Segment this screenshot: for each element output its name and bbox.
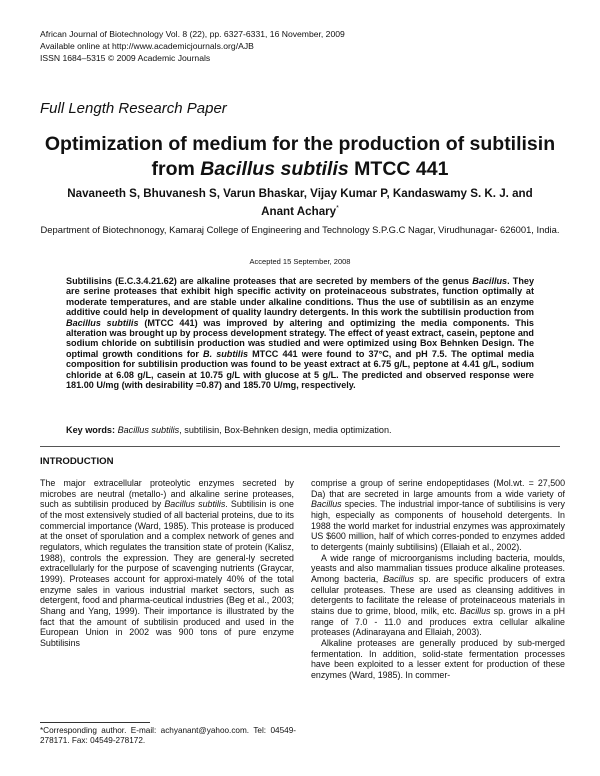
paragraph-text: species. The industrial impor-tance of subtilisins is very high, especially as components of household detergents. In 1988 the world market for industrial enzymes was approximately US $600 million, half of which corres-ponded to enzymes added to detergents (mainly subtilisins) (Ellaiah et al., 2002). — [311, 499, 565, 552]
paper-type: Full Length Research Paper — [40, 100, 227, 117]
abstract-text: (MTCC 441) was improved by altering and optimizing the media components. This alteration was brought up by process development strategy. The effect of yeast extract, casein, peptone and sodium chloride on subtilisin production was studied and were optimized using Box Behnken Design. The optimal growth conditions for — [66, 317, 534, 359]
paragraph-text: . Subtilisin is one of the most extensively studied of all bacterial proteins, due to its commercial importance (Ward, 1985). This protease is produced at the onset of sporulation and a complex network of genes and regulators, which regulates the transition state of protein (Kalisz, 1988), controls the expression. They are general-ly secreted extracellularly for the purpose of scavenging nutrients (Graycar, 1999). Proteases account for approxi-mately 40% of the total enzyme sales in various industrial market sectors, such as detergent, food and pharma-ceutical industries (Beg et al., 2003; Shang and Yang, 1999). Their importance is illustrated by the fact that the amount of subtilisin produced and used in the European Union in 2002 was 900 tons of pure enzyme Subtilisins — [40, 499, 294, 648]
abstract-text: MTCC 441 were found to 37°C, and pH 7.5. The optimal media composition for subtilisin production was found to be yeast extract at 6.75 g/L, peptone at 4.41 g/L, sodium chloride at 6.08 g/L, casein at 10.75 g/L with glucose at 5 g/L. The predicted and observed response were 181.00 U/mg (with desirability =0.87) and 185.70 U/mg, respectively. — [66, 348, 534, 391]
footnote-divider — [40, 722, 150, 723]
paragraph: Alkaline proteases are generally produced by sub-merged fermentation. In addition, solid-state fermentation processes have been exploited to a lesser extent for production of these enzymes (Ward, 1985). In commer- — [311, 637, 565, 680]
journal-header — [40, 28, 345, 64]
paragraph — [311, 478, 565, 553]
paragraph — [311, 553, 565, 638]
abstract-text: . They are serine proteases that exhibit high specific activity on proteinaceous substrates, function optimally at moderate temperatures, and are stable under alkaline conditions. Thus the use of subtilisin as an enzyme additive could help in development of quality laundry detergents. In this work the subtilisin production from — [66, 276, 534, 318]
abstract-italic: B. subtilis — [203, 348, 249, 359]
paragraph-text: The major extracellular proteolytic enzymes secreted by microbes are neutral (metallo-) and alkaline serine proteases, such as subtilisin produced by — [40, 478, 294, 510]
paragraph-italic: Bacillus subtilis — [164, 499, 226, 510]
title-line-1: Optimization of medium for the production of subtilisin — [44, 133, 556, 155]
corresponding-author-footnote: *Corresponding author. E-mail: achyanant@yahoo.com. Tel: 04549-278171. Fax: 04549-278172. — [40, 726, 296, 745]
title-text: from — [151, 158, 201, 180]
abstract-italic: Bacillus — [472, 276, 508, 286]
paragraph-italic: Bacillus — [311, 499, 342, 510]
left-column — [40, 478, 294, 649]
keyword-list: , subtilisin, Box-Behnken design, media optimization. — [179, 425, 392, 435]
paper-title — [30, 132, 570, 182]
author-list — [50, 186, 550, 219]
affiliation: Department of Biotechnonogy, Kamaraj College of Engineering and Technology S.P.G.C Nagar, Virudhunagar- 626001, India. — [40, 224, 560, 235]
paragraph — [40, 478, 294, 649]
title-line-2 — [30, 157, 570, 182]
keyword-species: Bacillus subtilis — [117, 425, 180, 435]
title-strain: MTCC 441 — [348, 158, 449, 180]
paragraph-italic: Bacillus — [383, 573, 414, 584]
keywords-label: Key words: — [66, 425, 116, 435]
corresponding-mark: * — [336, 205, 339, 212]
keywords — [66, 425, 546, 435]
journal-citation: African Journal of Biotechnology Vol. 8 (22), pp. 6327-6331, 16 November, 2009 — [40, 29, 345, 39]
journal-url: Available online at http://www.academicjournals.org/AJB — [40, 41, 254, 51]
paragraph-text: comprise a group of serine endopeptidases (Mol.wt. = 27,500 Da) that are secreted in large amounts from a wide variety of — [311, 478, 565, 499]
abstract — [66, 276, 534, 390]
title-species: Bacillus subtilis — [200, 158, 349, 180]
right-column — [311, 478, 565, 680]
accepted-date: Accepted 15 September, 2008 — [249, 257, 351, 266]
paragraph-text: A wide range of microorganisms including bacteria, moulds, yeasts and also mammalian tissues produce alkaline proteases. Among bacteria, — [311, 552, 565, 584]
journal-issn: ISSN 1684–5315 © 2009 Academic Journals — [40, 53, 211, 63]
introduction-heading: INTRODUCTION — [40, 456, 114, 467]
paragraph-text: sp. grows in a pH range of 7.0 - 11.0 and produces extra cellular alkaline proteases (Adinarayana and Ellaiah, 2003). — [311, 605, 566, 638]
paragraph-text: sp. are specific producers of extra cellular proteases. These are used as cleansing additives in detergents to facilitate the release of proteinaceous materials in stains due to grime, blood, milk, etc. — [311, 573, 566, 616]
author-names: Navaneeth S, Bhuvanesh S, Varun Bhaskar, Vijay Kumar P, Kandaswamy S. K. J. and Anant Achary — [67, 187, 533, 218]
paragraph-italic: Bacillus — [459, 605, 491, 616]
abstract-italic: Bacillus subtilis — [66, 317, 139, 328]
abstract-text: Subtilisins (E.C.3.4.21.62) are alkaline proteases that are secreted by members of the genus — [66, 276, 473, 286]
section-divider — [40, 446, 560, 447]
